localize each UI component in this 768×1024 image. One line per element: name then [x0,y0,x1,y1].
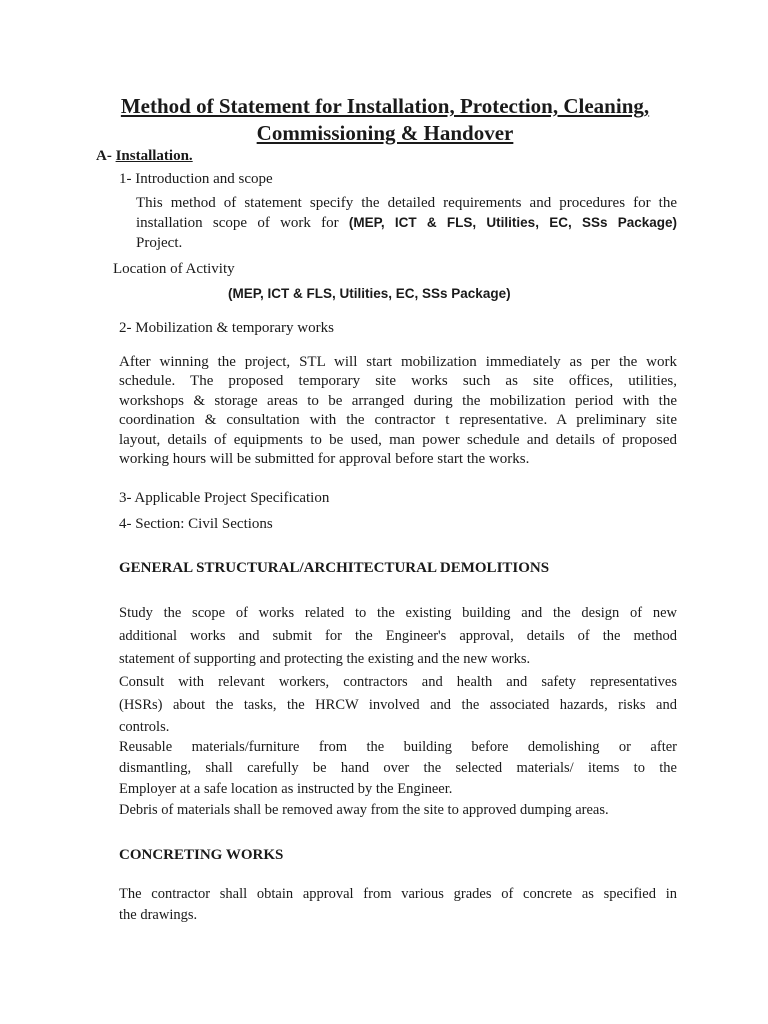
demolitions-line-3: statement of supporting and protecting the existing and the new works. [119,651,531,667]
demolitions-line-7: Reusable materials/furniture from the building before demolishing or after [119,739,677,755]
demolitions-line-5: (HSRs) about the tasks, the HRCW involved and the associated hazards, risks and [119,697,677,713]
item-2-line-1: After winning the project, STL will start mobilization immediately as per the work [119,354,677,370]
document-title-line-2: Commissioning & Handover [256,121,514,145]
demolitions-line-8: dismantling, shall carefully be hand over the selected materials/ items to the [119,760,677,776]
item-2-line-4: coordination & consultation with the contractor t representative. A preliminary site [119,412,677,429]
demolitions-line-6: controls. [119,719,170,735]
item-2-heading: 2- Mobilization & temporary works [119,320,334,336]
location-value: (MEP, ICT & FLS, Utilities, EC, SSs Package) [228,286,511,301]
item-1-line-2-text: installation scope of work for [136,215,339,231]
location-label: Location of Activity [113,261,235,277]
item-1-line-1: This method of statement specify the detailed requirements and procedures for the [136,195,677,211]
concreting-heading: CONCRETING WORKS [119,847,284,863]
item-1-line-2 [136,213,677,233]
demolitions-paragraph [119,602,677,821]
section-a-heading [96,147,193,166]
item-1-line-3: Project. [136,235,183,251]
item-4-heading: 4- Section: Civil Sections [119,516,273,532]
concreting-line-1: The contractor shall obtain approval from various grades of concrete as specified in [119,886,677,902]
item-2-line-5: layout, details of equipments to be used, man power schedule and details of proposed [119,431,677,448]
demolitions-heading: GENERAL STRUCTURAL/ARCHITECTURAL DEMOLITIONS [119,560,550,576]
section-a-prefix: A- [96,148,112,164]
item-1-scope-package: (MEP, ICT & FLS, Utilities, EC, SSs Package) [348,215,678,230]
item-2-line-6: working hours will be submitted for approval before start the works. [119,451,530,468]
demolitions-line-10: Debris of materials shall be removed away from the site to approved dumping areas. [119,802,609,818]
demolitions-line-9: Employer at a safe location as instructed by the Engineer. [119,781,453,797]
item-2-line-3: workshops & storage areas to be arranged during the mobilization period with the [119,392,677,409]
demolitions-line-2: additional works and submit for the Engineer's approval, details of the method [119,628,677,644]
item-1-paragraph [136,193,677,253]
concreting-line-2: the drawings. [119,907,198,923]
item-3-heading: 3- Applicable Project Specification [119,490,330,506]
section-a-label: Installation. [115,148,193,164]
document-title-line-1: Method of Statement for Installation, Protection, Cleaning, [120,94,650,118]
demolitions-line-4: Consult with relevant workers, contractors and health and safety representatives [119,674,677,690]
concreting-paragraph [119,884,677,926]
item-1-heading: 1- Introduction and scope [119,171,273,187]
item-2-line-2: schedule. The proposed temporary site works such as site offices, utilities, [119,373,677,390]
demolitions-line-1: Study the scope of works related to the existing building and the design of new [119,605,677,621]
item-2-paragraph [119,353,677,469]
